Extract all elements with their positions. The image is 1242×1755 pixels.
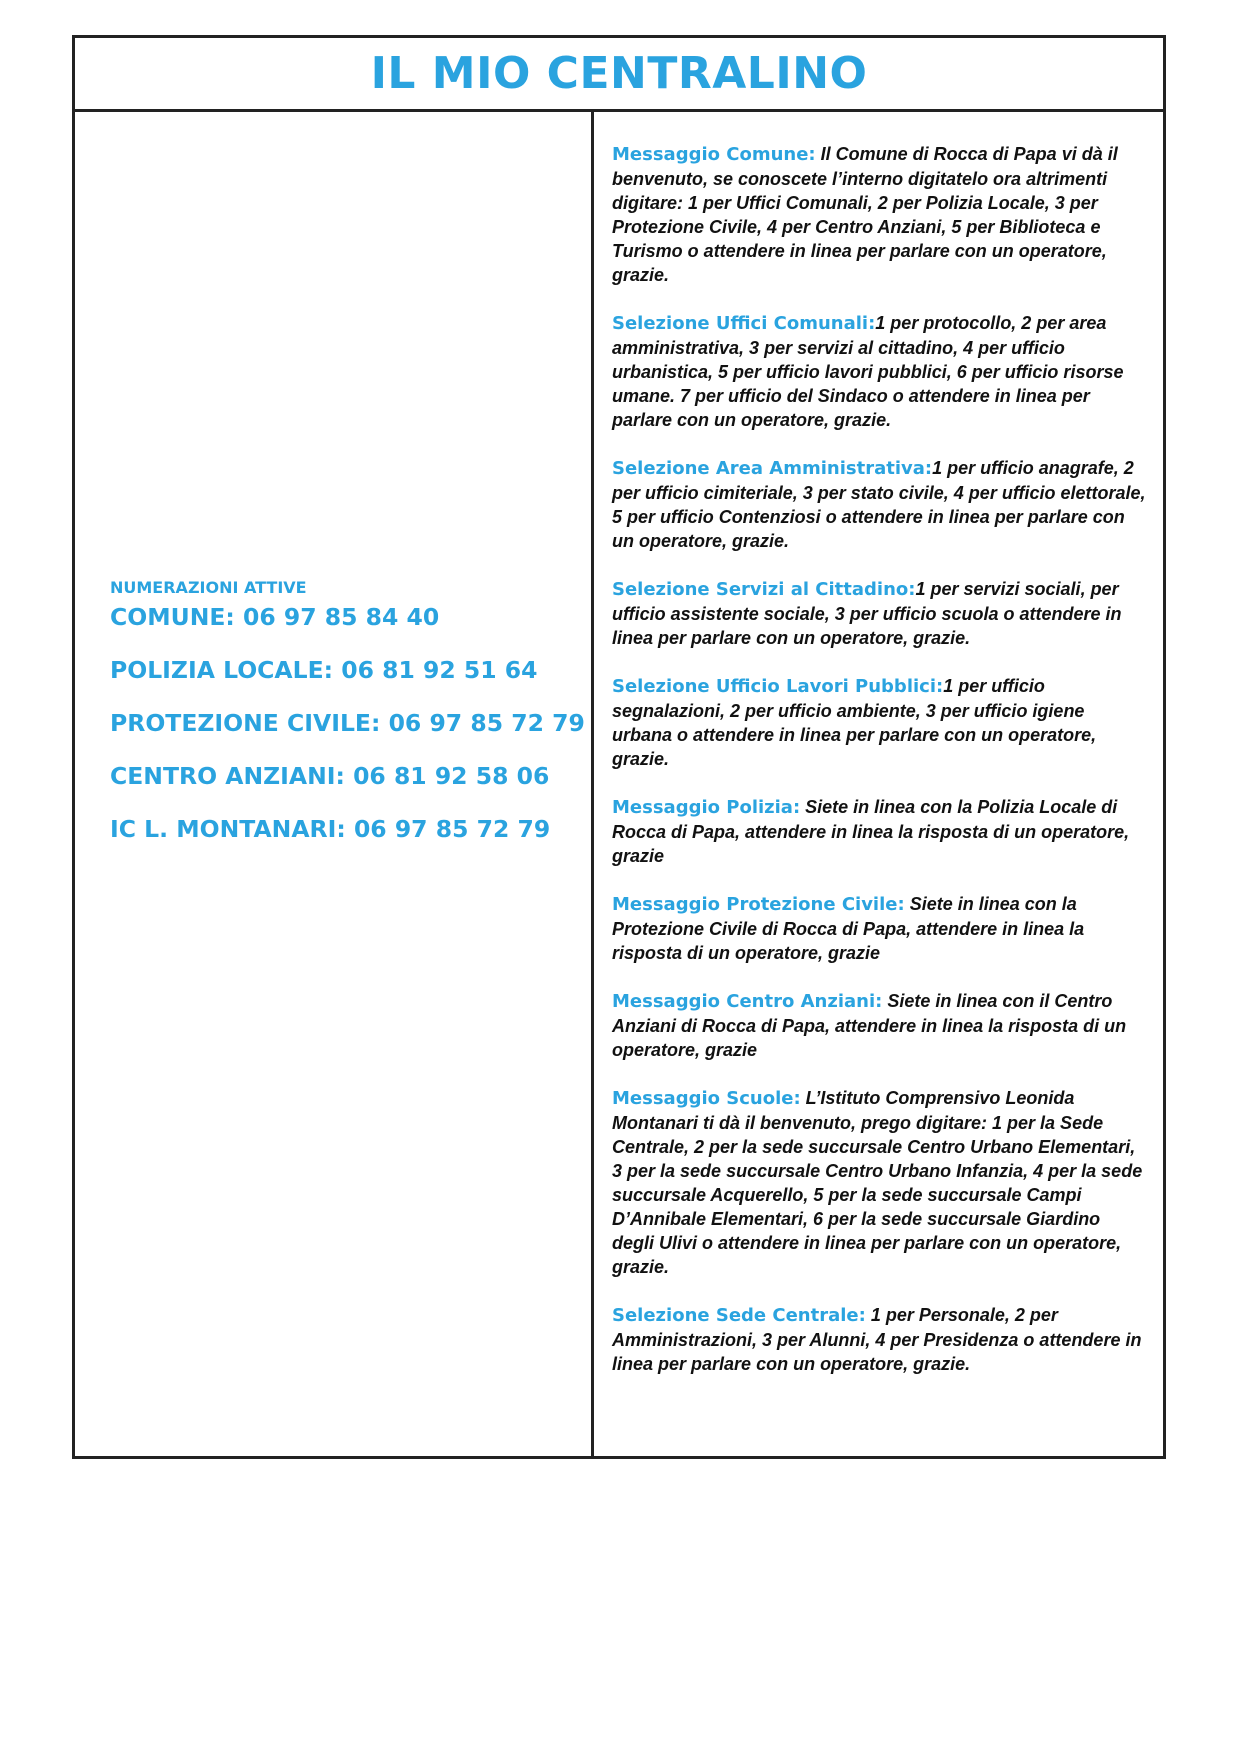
message-servizi-cittadino bbox=[612, 577, 1147, 650]
message-comune bbox=[612, 142, 1147, 287]
message-label: Selezione Uffici Comunali: bbox=[612, 313, 876, 334]
message-scuole bbox=[612, 1086, 1147, 1279]
message-sede-centrale bbox=[612, 1303, 1147, 1376]
message-centro-anziani bbox=[612, 989, 1147, 1062]
message-label: Messaggio Polizia: bbox=[612, 797, 801, 818]
messages-section bbox=[612, 142, 1147, 1400]
message-text: 1 per Personale, 2 per Amministrazioni, 3 per Alunni, 4 per Presidenza o attendere in linea per parlare con un operatore, grazie. bbox=[612, 1305, 1142, 1374]
message-polizia bbox=[612, 795, 1147, 868]
message-label: Selezione Area Amministrativa: bbox=[612, 458, 933, 479]
message-text: 1 per servizi sociali, per ufficio assistente sociale, 3 per ufficio scuola o attendere in linea per parlare con un operatore, grazie. bbox=[612, 579, 1122, 648]
message-label: Selezione Sede Centrale: bbox=[612, 1305, 866, 1326]
message-lavori-pubblici bbox=[612, 674, 1147, 771]
document-frame bbox=[72, 35, 1166, 1459]
number-comune: COMUNE: 06 97 85 84 40 bbox=[110, 603, 440, 631]
message-label: Messaggio Centro Anziani: bbox=[612, 991, 883, 1012]
message-label: Messaggio Scuole: bbox=[612, 1088, 801, 1109]
active-numbers-heading: NUMERAZIONI ATTIVE bbox=[110, 578, 307, 597]
message-text: 1 per protocollo, 2 per area amministrativa, 3 per servizi al cittadino, 4 per ufficio urbanistica, 5 per ufficio lavori pubblici, 6 per ufficio risorse umane. 7 per ufficio del Sindaco o attendere in linea per parlare con un operatore, grazie. bbox=[612, 313, 1124, 430]
message-text: 1 per ufficio segnalazioni, 2 per ufficio ambiente, 3 per ufficio igiene urbana o attendere in linea per parlare con un operatore, grazie. bbox=[612, 676, 1097, 769]
message-area-amministrativa bbox=[612, 456, 1147, 553]
message-text: Il Comune di Rocca di Papa vi dà il benvenuto, se conoscete l’interno digitatelo ora altrimenti digitare: 1 per Uffici Comunali, 2 per Polizia Locale, 3 per Protezione Civile, 4 per Centro Anziani, 5 per Biblioteca e Turismo o attendere in linea per parlare con un operatore, grazie. bbox=[612, 144, 1118, 285]
message-text: Siete in linea con la Protezione Civile di Rocca di Papa, attendere in linea la risposta di un operatore, grazie bbox=[612, 894, 1085, 963]
title-bar bbox=[75, 38, 1163, 112]
message-label: Messaggio Protezione Civile: bbox=[612, 894, 905, 915]
content-columns bbox=[75, 112, 1163, 1456]
message-label: Selezione Servizi al Cittadino: bbox=[612, 579, 916, 600]
message-label: Selezione Ufficio Lavori Pubblici: bbox=[612, 676, 944, 697]
active-numbers-section bbox=[110, 578, 585, 868]
number-protezione-civile: PROTEZIONE CIVILE: 06 97 85 72 79 bbox=[110, 709, 585, 737]
column-divider bbox=[591, 112, 594, 1456]
message-text: Siete in linea con la Polizia Locale di Rocca di Papa, attendere in linea la risposta di un operatore, grazie bbox=[612, 797, 1130, 866]
number-centro-anziani: CENTRO ANZIANI: 06 81 92 58 06 bbox=[110, 762, 550, 790]
message-protezione-civile bbox=[612, 892, 1147, 965]
message-text: 1 per ufficio anagrafe, 2 per ufficio cimiteriale, 3 per stato civile, 4 per ufficio elettorale, 5 per ufficio Contenziosi o attendere in linea per parlare con un operatore, grazie. bbox=[612, 458, 1146, 551]
message-text: L’Istituto Comprensivo Leonida Montanari ti dà il benvenuto, prego digitare: 1 per la Sede Centrale, 2 per la sede succursale Centro Urbano Elementari, 3 per la sede succursale Centro Urbano Infanzia, 4 per la sede succursale Acquerello, 5 per la sede succursale Campi D’Annibale Elementari, 6 per la sede succursale Giardino degli Ulivi o attendere in linea per parlare con un operatore, grazie. bbox=[612, 1088, 1143, 1277]
number-polizia-locale: POLIZIA LOCALE: 06 81 92 51 64 bbox=[110, 656, 538, 684]
page-title: IL MIO CENTRALINO bbox=[370, 48, 868, 99]
number-ic-montanari: IC L. MONTANARI: 06 97 85 72 79 bbox=[110, 815, 551, 843]
message-text: Siete in linea con il Centro Anziani di Rocca di Papa, attendere in linea la risposta di un operatore, grazie bbox=[612, 991, 1127, 1060]
message-label: Messaggio Comune: bbox=[612, 144, 816, 165]
message-uffici-comunali bbox=[612, 311, 1147, 432]
